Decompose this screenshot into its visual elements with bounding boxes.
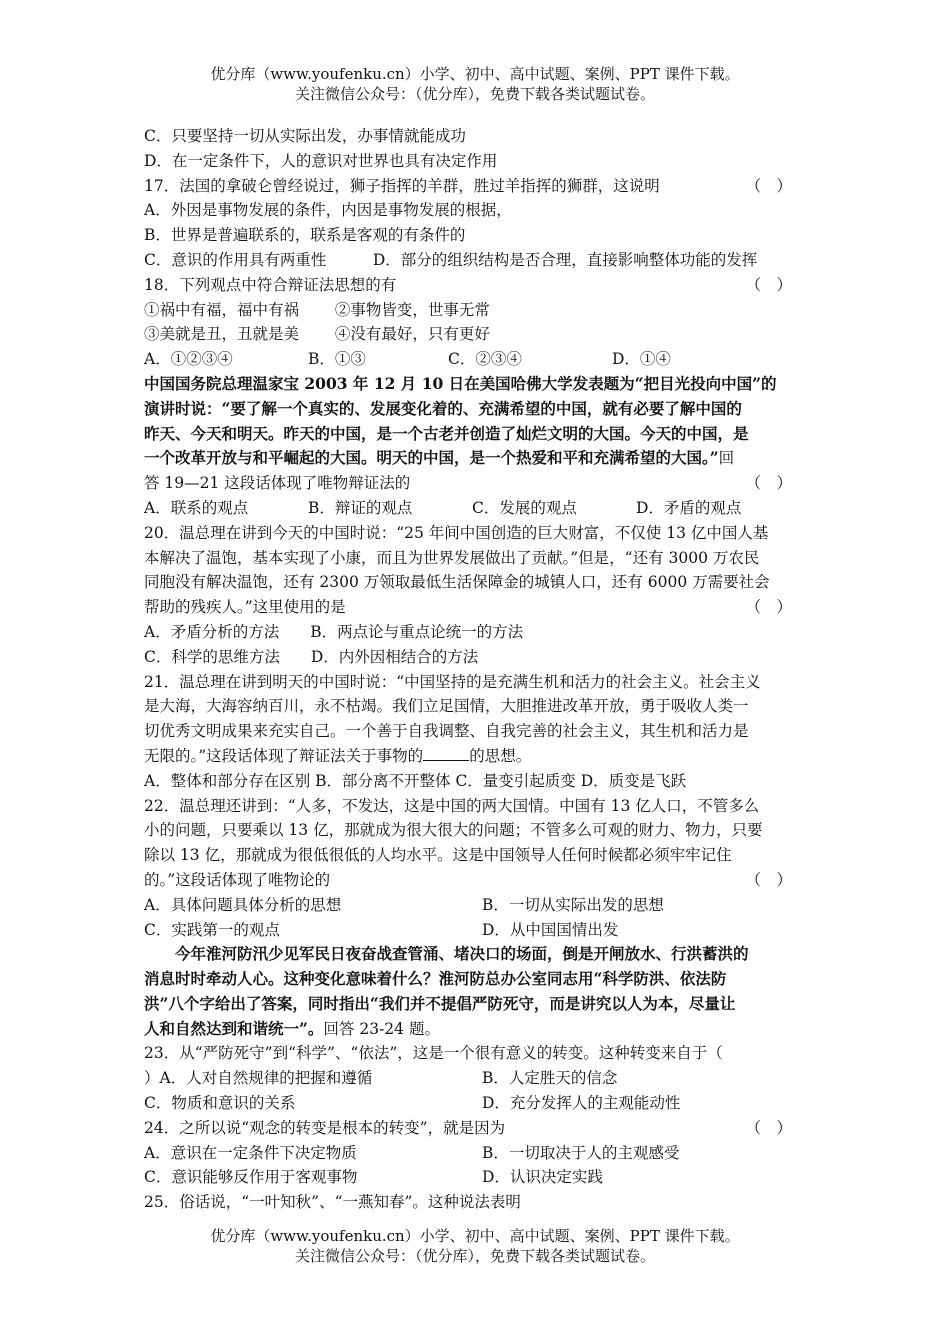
exam-body [144, 124, 809, 1215]
flood-material-line-4 [144, 1017, 809, 1042]
q19-text: 答 19—21 这段话体现了唯物辩证法的 [144, 474, 411, 493]
q21-line-2: 是大海，大海容纳百川，永不枯竭。我们立足国情，大胆推进改革开放，勇于吸收人类一 [144, 697, 749, 716]
answer-parens: （ ） [745, 474, 792, 493]
q22-option-d: D．从中国国情出发 [482, 920, 619, 939]
flood-material-line-4-bold: 人和自然达到和谐统一”。 [144, 1018, 324, 1038]
q22-line-4 [144, 868, 809, 893]
q24-option-c: C．意识能够反作用于客观事物 [144, 1168, 358, 1187]
q22-options-cd [144, 918, 809, 943]
q22-option-b: B．一切从实际出发的思想 [482, 895, 664, 914]
q23-option-c: C．物质和意识的关系 [144, 1094, 296, 1113]
answer-parens: （ ） [745, 275, 792, 294]
q23-options-cd [144, 1091, 809, 1116]
q24-option-b: B．一切取决于人的主观感受 [482, 1143, 680, 1162]
q21-line-3: 切优秀文明成果来充实自己。一个善于自我调整、自我完善的社会主义，其生机和活力是 [144, 722, 749, 741]
q21-text-b: 的思想。 [469, 746, 532, 765]
page-header [0, 64, 950, 104]
q24-option-a: A．意识在一定条件下决定物质 [144, 1143, 357, 1162]
q20-text: 帮助的残疾人。”这里使用的是 [144, 598, 346, 617]
q19-options [144, 496, 809, 521]
q22-line-2: 小的问题，只要乘以 13 亿，那就成为很大很大的问题；不管多么可观的财力、物力，只要 [144, 821, 763, 840]
q17-option-cd: C．意识的作用具有两重性 D．部分的组织结构是否合理，直接影响整体功能的发挥 [144, 250, 758, 269]
q20-line-4 [144, 595, 809, 620]
q20-line-1: 20．温总理在讲到今天的中国时说：“25 年间中国创造的巨大财富，不仅使 13 亿中国人基 [144, 523, 769, 542]
q18-option-d: D．①④ [612, 350, 671, 369]
q22-line-3: 除以 13 亿，那就成为很低很低的人均水平。这是中国领导人任何时候都必须牢牢记住 [144, 846, 732, 865]
q23-option-a: ）A．人对自然规律的把握和遵循 [144, 1069, 373, 1088]
q16-option-d: D．在一定条件下，人的意识对世界也具有决定作用 [144, 151, 498, 170]
answer-parens: （ ） [745, 176, 792, 195]
q18-options [144, 347, 809, 372]
footer-line-1: 优分库（www.youfenku.cn）小学、初中、高中试题、案例、PPT 课件下载。 [210, 1227, 740, 1245]
q24-options-cd [144, 1165, 809, 1190]
q22-options-ab [144, 893, 809, 918]
q20-line-3: 同胞没有解决温饱，还有 2300 万领取最低生活保障金的城镇人口，还有 6000 万需要社会 [144, 573, 770, 592]
q23-option-d: D．充分发挥人的主观能动性 [482, 1094, 681, 1113]
material-line-4-bold: 一个改革开放与和平崛起的大国。明天的中国，是一个热爱和平和充满希望的大国。” [144, 448, 719, 468]
q21-line-4 [144, 744, 809, 769]
q20-options-ab: A．矛盾分析的方法 B．两点论与重点论统一的方法 [144, 622, 524, 641]
answer-parens: （ ） [745, 1118, 792, 1137]
header-line-1: 优分库（www.youfenku.cn）小学、初中、高中试题、案例、PPT 课件下载。 [210, 65, 740, 83]
answer-parens: （ ） [745, 598, 792, 617]
header-line-2: 关注微信公众号：（优分库），免费下载各类试题试卷。 [294, 85, 655, 103]
q17-option-b: B．世界是普遍联系的，联系是客观的有条件的 [144, 226, 466, 245]
q23-option-b: B．人定胜天的信念 [482, 1069, 618, 1088]
q19-option-d: D．矛盾的观点 [636, 498, 742, 517]
q19-option-b: B．辩证的观点 [308, 498, 413, 517]
material-line-1: 中国国务院总理温家宝 2003 年 12 月 10 日在美国哈佛大学发表题为“把目光投向中国”的 [144, 373, 777, 393]
q18-statements-2: ③美就是丑，丑就是美 ④没有最好，只有更好 [144, 325, 490, 344]
page-footer [0, 1226, 950, 1266]
q22-text: 的。”这段话体现了唯物论的 [144, 870, 331, 889]
q19-option-c: C．发展的观点 [472, 498, 577, 517]
q24-option-d: D．认识决定实践 [482, 1168, 603, 1187]
q24-stem [144, 1116, 809, 1141]
q20-options-cd: C．科学的思维方法 D．内外因相结合的方法 [144, 647, 479, 666]
q24-options-ab [144, 1141, 809, 1166]
flood-material-line-4-tail: 回答 23-24 题。 [323, 1019, 440, 1038]
flood-material-line-2: 消息时时牵动人心。这种变化意味着什么？淮河防总办公室同志用“科学防洪、依法防 [144, 969, 727, 989]
material-line-2: 演讲时说：“要了解一个真实的、发展变化着的、充满希望的中国，就有必要了解中国的 [144, 398, 742, 418]
q19-stem [144, 471, 809, 496]
flood-material-line-3: 洪”八个字给出了答案，同时指出“我们并不提倡严防死守，而是讲究以人为本，尽量让 [144, 993, 736, 1013]
q21-text-a: 无限的。”这段话体现了辩证法关于事物的 [144, 746, 424, 765]
q16-option-c: C．只要坚持一切从实际出发，办事情就能成功 [144, 127, 466, 145]
q17-stem [144, 174, 809, 199]
q22-line-1: 22．温总理还讲到：“人多，不发达，这是中国的两大国情。中国有 13 亿人口，不管多么 [144, 796, 760, 815]
footer-line-2: 关注微信公众号：（优分库），免费下载各类试题试卷。 [294, 1247, 655, 1265]
q21-options: A．整体和部分存在区别 B．部分离不开整体 C．量变引起质变 D．质变是飞跃 [144, 771, 687, 790]
q21-line-1: 21．温总理在讲到明天的中国时说：“中国坚持的是充满生机和活力的社会主义。社会主义 [144, 672, 761, 691]
q18-statements-1: ①祸中有福，福中有祸 ②事物皆变，世事无常 [144, 300, 490, 319]
q23-stem: 23．从“严防死守”到“科学”、“依法”，这是一个很有意义的转变。这种转变来自于（ [144, 1044, 723, 1063]
q24-text: 24．之所以说“观念的转变是根本的转变”，就是因为 [144, 1118, 506, 1137]
q19-option-a: A．联系的观点 [144, 498, 249, 517]
material-line-3: 昨天、今天和明天。昨天的中国，是一个古老并创造了灿烂文明的大国。今天的中国，是 [144, 423, 749, 443]
q23-options-ab [144, 1066, 809, 1091]
material-line-4 [144, 446, 809, 471]
q18-text: 18．下列观点中符合辩证法思想的有 [144, 275, 397, 294]
q17-text: 17．法国的拿破仑曾经说过，狮子指挥的羊群，胜过羊指挥的狮群，这说明 [144, 176, 660, 195]
answer-parens: （ ） [745, 870, 792, 889]
q17-option-a: A．外因是事物发展的条件，内因是事物发展的根据， [144, 201, 512, 220]
flood-material-line-1: 今年淮河防汛少见军民日夜奋战查管涌、堵决口的场面，倒是开闸放水、行洪蓄洪的 [175, 944, 749, 964]
q20-line-2: 本解决了温饱，基本实现了小康，而且为世界发展做出了贡献。”但是，“还有 3000 万农民 [144, 548, 760, 567]
q18-option-a: A．①②③④ [144, 350, 233, 369]
q18-option-c: C．②③④ [448, 350, 522, 369]
fill-blank [423, 746, 469, 761]
q18-stem [144, 273, 809, 298]
q22-option-a: A．具体问题具体分析的思想 [144, 895, 342, 914]
q22-option-c: C．实践第一的观点 [144, 920, 280, 939]
material-line-4-tail: 回 [718, 449, 735, 468]
q18-option-b: B．①③ [308, 350, 366, 369]
q25-stem: 25．俗话说，“一叶知秋”、“一燕知春”。这种说法表明 [144, 1193, 521, 1212]
